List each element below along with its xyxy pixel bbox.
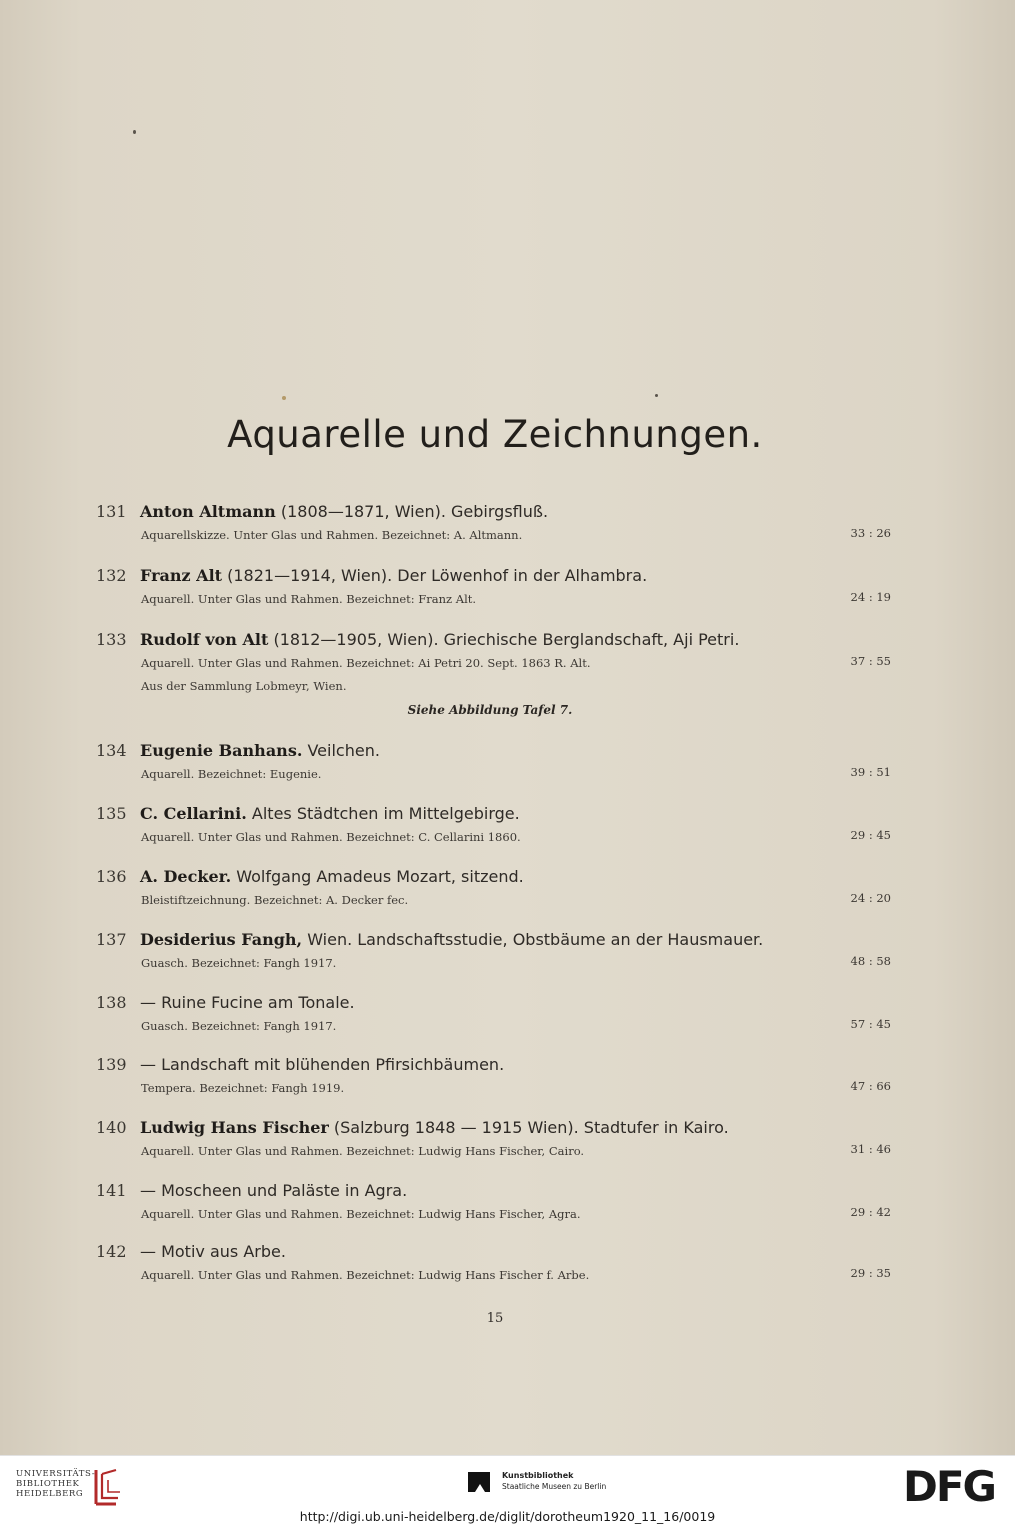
entry-heading [140, 1055, 504, 1074]
entry-size: 24 : 20 [850, 891, 891, 905]
page-number: 15 [486, 1311, 504, 1326]
university-library-logo-icon[interactable] [90, 1466, 124, 1508]
paper-speck [655, 394, 658, 397]
artist-name: Ludwig Hans Fischer [140, 1118, 329, 1137]
entry-number: 140 [96, 1118, 127, 1137]
entry-number: 134 [96, 741, 127, 760]
kunstbibliothek-logo-icon[interactable] [466, 1468, 494, 1498]
artist-name: Desiderius Fangh, [140, 930, 303, 949]
entry-size: 37 : 55 [850, 654, 891, 668]
entry-heading [140, 993, 355, 1012]
university-library-name [16, 1469, 95, 1499]
kunstbibliothek-name: Kunstbibliothek [502, 1471, 574, 1480]
entry-title: — Ruine Fucine am Tonale. [140, 993, 355, 1012]
entry-heading [140, 930, 763, 949]
entry-title: (1812—1905, Wien). Griechische Berglandschaft, Aji Petri. [268, 630, 740, 649]
university-line: UNIVERSITÄTS- [16, 1469, 96, 1479]
entry-title: — Motiv aus Arbe. [140, 1242, 286, 1261]
entry-detail: Aquarell. Unter Glas und Rahmen. Bezeichnet: Ai Petri 20. Sept. 1863 R. Alt. [141, 656, 591, 670]
entry-heading [140, 1118, 729, 1137]
entry-number: 135 [96, 804, 127, 823]
artist-name: Rudolf von Alt [140, 630, 269, 649]
catalog-entry [0, 930, 1015, 990]
entry-title: — Moscheen und Paläste in Agra. [140, 1181, 408, 1200]
entry-size: 57 : 45 [850, 1017, 891, 1031]
entry-size: 29 : 42 [850, 1205, 891, 1219]
permalink-url[interactable]: http://digi.ub.uni-heidelberg.de/diglit/dorotheum1920_11_16/0019 [299, 1509, 716, 1524]
artist-name: Franz Alt [140, 566, 223, 585]
entry-number: 132 [96, 566, 127, 585]
entry-detail: Bleistiftzeichnung. Bezeichnet: A. Decker fec. [141, 893, 409, 907]
catalog-entry [0, 741, 1015, 801]
university-line: BIBLIOTHEK [16, 1479, 80, 1489]
catalog-entry [0, 502, 1015, 562]
catalog-entry [0, 566, 1015, 626]
artist-name: Eugenie Banhans. [140, 741, 303, 760]
entry-heading [140, 566, 647, 585]
paper-speck [282, 396, 286, 400]
entry-detail: Aquarell. Unter Glas und Rahmen. Bezeichnet: Ludwig Hans Fischer f. Arbe. [141, 1268, 590, 1282]
artist-name: A. Decker. [140, 867, 232, 886]
university-line: HEIDELBERG [16, 1489, 84, 1499]
entry-heading [140, 1242, 286, 1261]
catalog-entry [0, 1055, 1015, 1115]
entry-number: 142 [96, 1242, 127, 1261]
paper-speck [133, 130, 136, 134]
entry-title: Veilchen. [302, 741, 380, 760]
entry-number: 136 [96, 867, 127, 886]
catalog-entry [0, 630, 1015, 722]
entry-heading [140, 804, 520, 823]
entry-number: 138 [96, 993, 127, 1012]
entry-detail: Aquarellskizze. Unter Glas und Rahmen. Bezeichnet: A. Altmann. [141, 528, 523, 542]
entry-detail: Tempera. Bezeichnet: Fangh 1919. [141, 1081, 345, 1095]
catalog-entry [0, 993, 1015, 1053]
plate-reference: Siehe Abbildung Tafel 7. [407, 703, 573, 717]
entry-heading [140, 630, 739, 649]
entry-detail: Guasch. Bezeichnet: Fangh 1917. [141, 1019, 337, 1033]
artist-name: C. Cellarini. [140, 804, 247, 823]
entry-detail: Aquarell. Unter Glas und Rahmen. Bezeichnet: C. Cellarini 1860. [141, 830, 521, 844]
entry-size: 47 : 66 [850, 1079, 891, 1093]
catalog-entry [0, 867, 1015, 927]
entry-title: Wien. Landschaftsstudie, Obstbäume an der Hausmauer. [302, 930, 764, 949]
entry-title: Wolfgang Amadeus Mozart, sitzend. [231, 867, 524, 886]
page-title: Aquarelle und Zeichnungen. [227, 413, 763, 456]
entry-size: 29 : 45 [850, 828, 891, 842]
artist-name: Anton Altmann [140, 502, 276, 521]
kunstbibliothek-label [502, 1470, 606, 1492]
digitization-footer [0, 1455, 1015, 1527]
entry-number: 141 [96, 1181, 127, 1200]
catalog-entry [0, 1118, 1015, 1178]
catalog-entry [0, 804, 1015, 864]
entry-number: 133 [96, 630, 127, 649]
entry-heading [140, 502, 548, 521]
catalog-entry [0, 1181, 1015, 1241]
entry-size: 31 : 46 [850, 1142, 891, 1156]
catalog-entry [0, 1242, 1015, 1302]
entry-detail: Aquarell. Bezeichnet: Eugenie. [141, 767, 322, 781]
entry-size: 33 : 26 [850, 526, 891, 540]
entry-title: — Landschaft mit blühenden Pfirsichbäumen. [140, 1055, 505, 1074]
entry-detail: Aquarell. Unter Glas und Rahmen. Bezeichnet: Ludwig Hans Fischer, Cairo. [141, 1144, 585, 1158]
entry-heading [140, 741, 380, 760]
entry-size: 29 : 35 [850, 1266, 891, 1280]
entry-title: (1808—1871, Wien). Gebirgsfluß. [275, 502, 549, 521]
entry-title: (1821—1914, Wien). Der Löwenhof in der Alhambra. [222, 566, 648, 585]
entry-detail: Aquarell. Unter Glas und Rahmen. Bezeichnet: Ludwig Hans Fischer, Agra. [141, 1207, 581, 1221]
dfg-logo[interactable]: DFG [903, 1462, 996, 1511]
entry-number: 131 [96, 502, 127, 521]
entry-number: 137 [96, 930, 127, 949]
entry-detail: Guasch. Bezeichnet: Fangh 1917. [141, 956, 337, 970]
entry-provenance: Aus der Sammlung Lobmeyr, Wien. [141, 679, 347, 693]
entry-title: Altes Städtchen im Mittelgebirge. [246, 804, 520, 823]
entry-size: 39 : 51 [850, 765, 891, 779]
entry-heading [140, 867, 524, 886]
entry-number: 139 [96, 1055, 127, 1074]
entry-size: 24 : 19 [850, 590, 891, 604]
entry-size: 48 : 58 [850, 954, 891, 968]
entry-heading [140, 1181, 407, 1200]
entry-title: (Salzburg 1848 — 1915 Wien). Stadtufer in Kairo. [328, 1118, 729, 1137]
kunstbibliothek-subtitle: Staatliche Museen zu Berlin [502, 1482, 607, 1491]
entry-detail: Aquarell. Unter Glas und Rahmen. Bezeichnet: Franz Alt. [141, 592, 477, 606]
